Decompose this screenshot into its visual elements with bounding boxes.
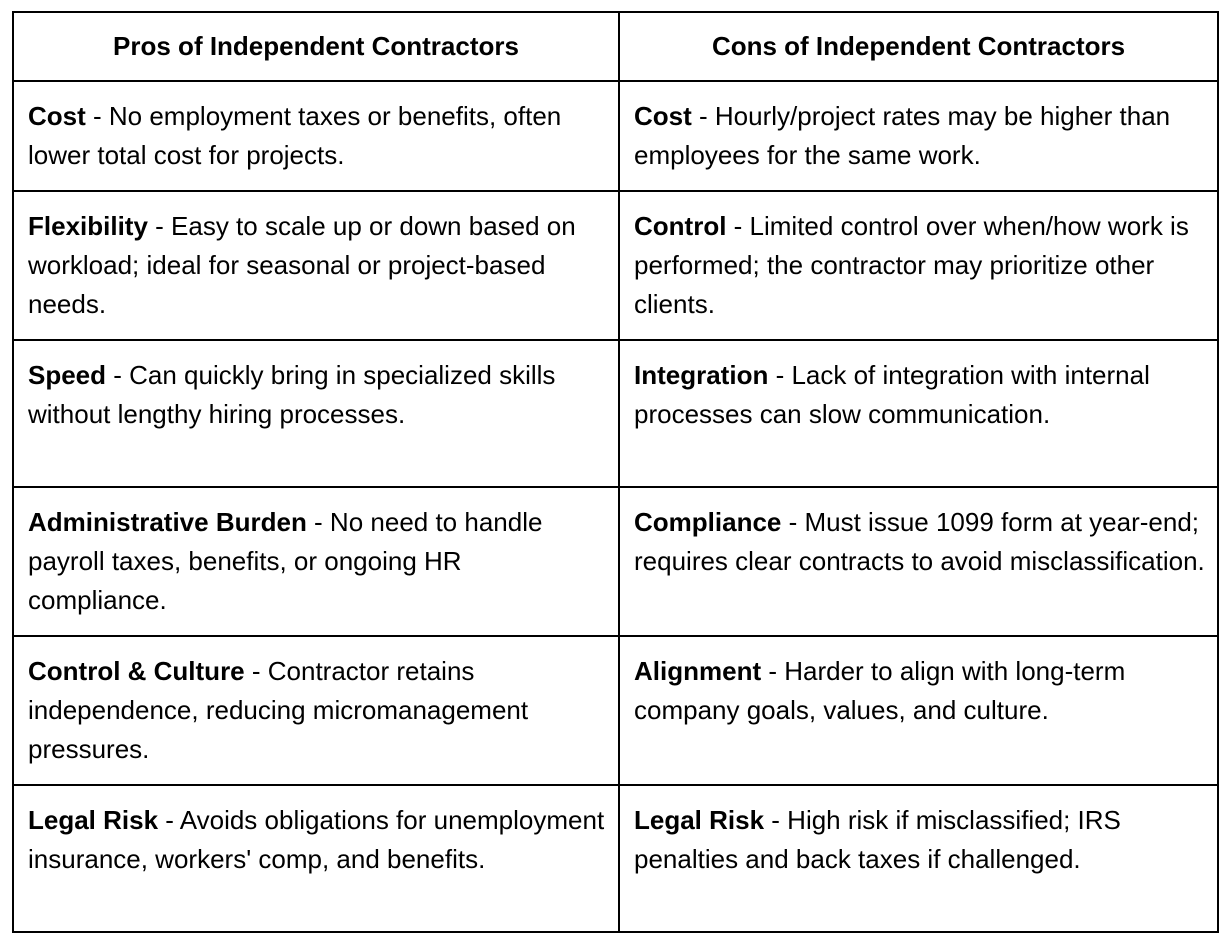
con-text: - Hourly/project rates may be higher than employees for the same work. (634, 101, 1171, 170)
pro-cell (13, 340, 619, 487)
con-cell (619, 191, 1218, 340)
pro-term: Administrative Burden (28, 507, 307, 537)
pro-cell (13, 487, 619, 636)
con-term: Compliance (634, 507, 782, 537)
header-cons: Cons of Independent Contractors (619, 12, 1218, 81)
table-row (13, 636, 1218, 785)
pro-text: - Easy to scale up or down based on workload; ideal for seasonal or project-based needs. (28, 211, 576, 319)
con-text: - Must issue 1099 form at year-end; requires clear contracts to avoid misclassification. (634, 507, 1205, 576)
pro-text: - No need to handle payroll taxes, benefits, or ongoing HR compliance. (28, 507, 543, 615)
pro-text: - Contractor retains independence, reducing micromanagement pressures. (28, 656, 529, 764)
pro-text: - No employment taxes or benefits, often lower total cost for projects. (28, 101, 562, 170)
con-text: - Harder to align with long-term company goals, values, and culture. (634, 656, 1126, 725)
con-cell (619, 785, 1218, 932)
table-row (13, 191, 1218, 340)
pro-text: - Avoids obligations for unemployment insurance, workers' comp, and benefits. (28, 805, 605, 874)
con-term: Control (634, 211, 727, 241)
con-term: Cost (634, 101, 692, 131)
table-row (13, 487, 1218, 636)
con-text: - Limited control over when/how work is performed; the contractor may prioritize other clients. (634, 211, 1189, 319)
pro-cell (13, 81, 619, 191)
header-pros: Pros of Independent Contractors (13, 12, 619, 81)
pro-cell (13, 636, 619, 785)
pros-cons-table (12, 11, 1219, 933)
con-text: - Lack of integration with internal processes can slow communication. (634, 360, 1150, 429)
con-cell (619, 81, 1218, 191)
con-cell (619, 487, 1218, 636)
pro-term: Cost (28, 101, 86, 131)
con-term: Legal Risk (634, 805, 765, 835)
con-term: Integration (634, 360, 769, 390)
con-term: Alignment (634, 656, 762, 686)
pro-term: Control & Culture (28, 656, 245, 686)
pro-cell (13, 785, 619, 932)
table-row (13, 81, 1218, 191)
pro-cell (13, 191, 619, 340)
table-row (13, 340, 1218, 487)
table-row (13, 785, 1218, 932)
pro-term: Flexibility (28, 211, 148, 241)
pro-term: Legal Risk (28, 805, 159, 835)
pro-term: Speed (28, 360, 107, 390)
con-text: - High risk if misclassified; IRS penalties and back taxes if challenged. (634, 805, 1121, 874)
header-row (13, 12, 1218, 81)
con-cell (619, 636, 1218, 785)
pro-text: - Can quickly bring in specialized skills without lengthy hiring processes. (28, 360, 556, 429)
con-cell (619, 340, 1218, 487)
